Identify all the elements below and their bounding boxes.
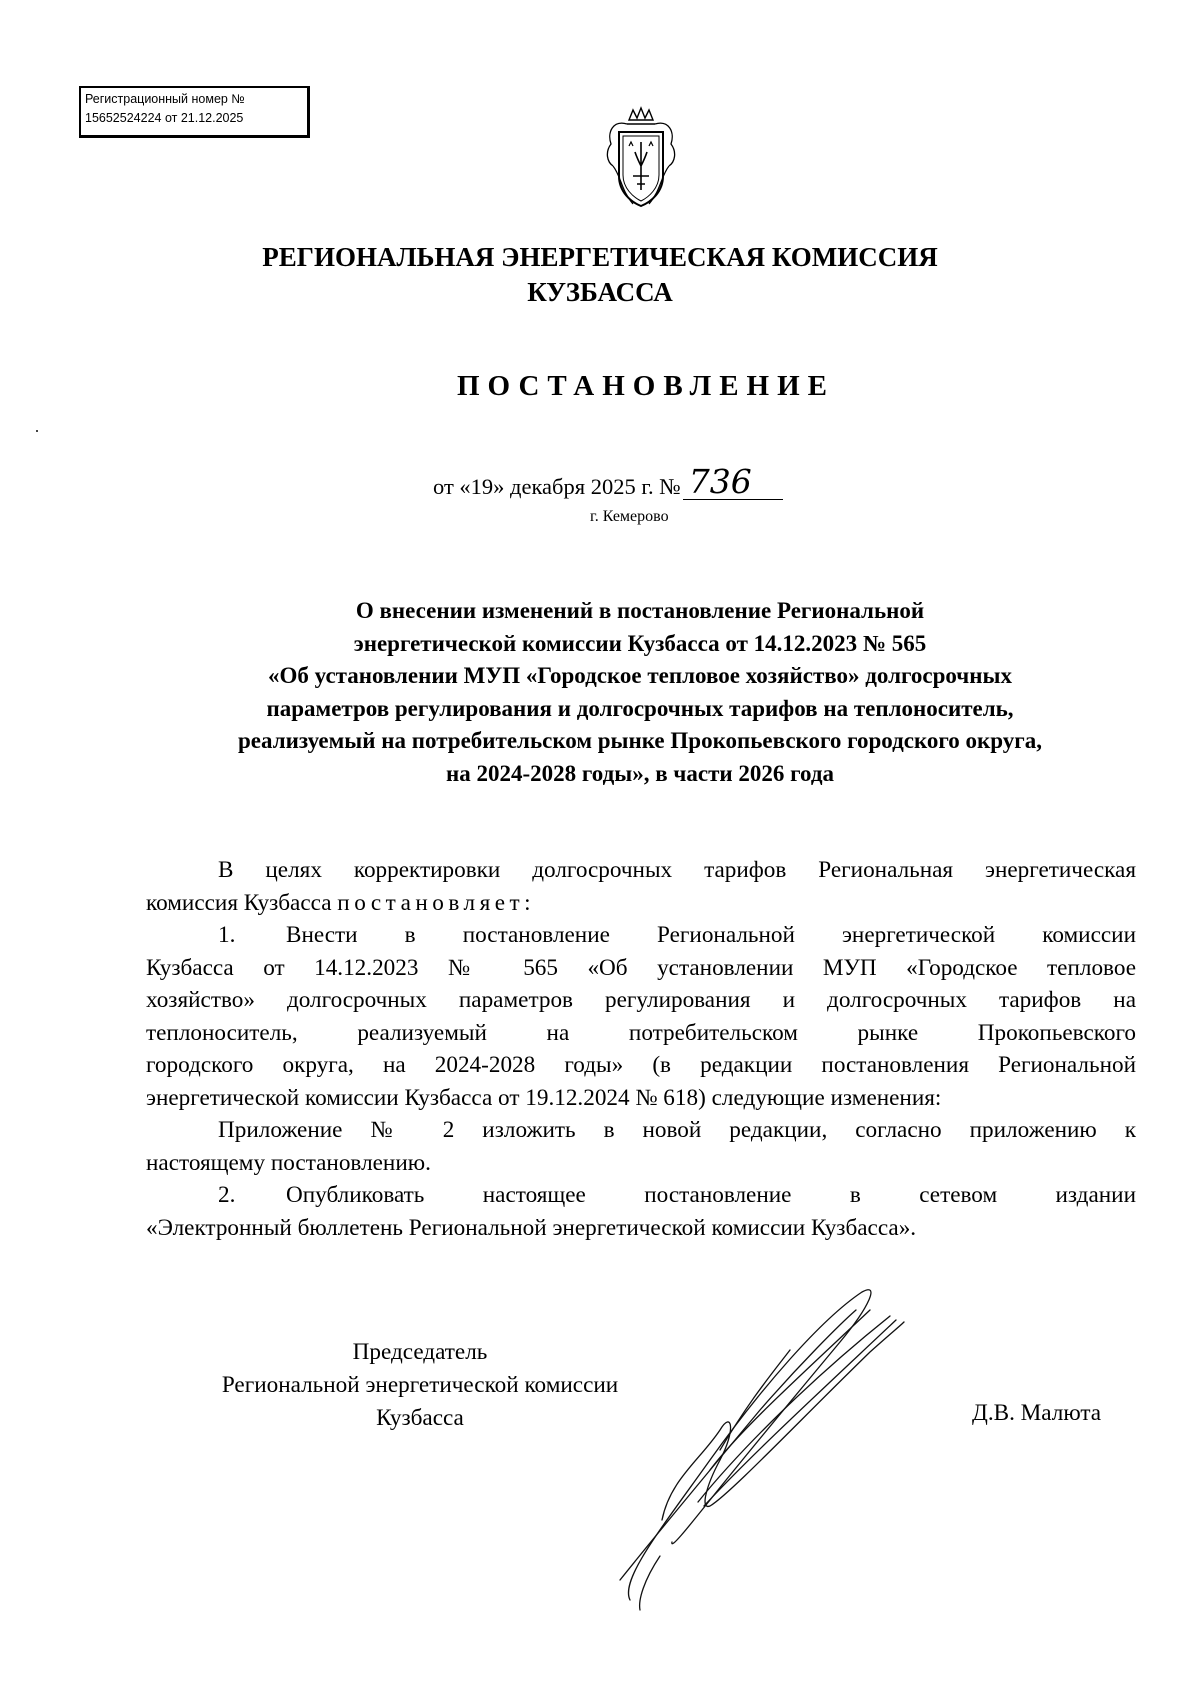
paragraph-1-line: энергетической комиссии Кузбасса от 19.12.2024 № 618) следующие изменения:: [146, 1084, 942, 1111]
subject-line: реализуемый на потребительском рынке Прокопьевского городского округа,: [238, 728, 1042, 753]
paragraph-2-line: «Электронный бюллетень Региональной энергетической комиссии Кузбасса».: [146, 1214, 917, 1241]
subject-line: параметров регулирования и долгосрочных тарифов на теплоноситель,: [266, 695, 1014, 721]
paragraph-2-number: 2.: [218, 1182, 236, 1208]
paragraph-2-text: Опубликовать настоящее постановление в сетевом издании: [286, 1182, 1136, 1208]
kuzbass-coat-of-arms-icon: [603, 106, 679, 212]
document-type-title: ПОСТАНОВЛЕНИЕ: [456, 370, 835, 402]
subject-line: энергетической комиссии Кузбасса от 14.12.2023 № 565: [353, 630, 927, 656]
subject-line: «Об установлении МУП «Городское тепловое хозяйство» долгосрочных: [268, 663, 1012, 688]
paragraph-1-line: [146, 919, 1136, 952]
body-intro-line: В целях корректировки долгосрочных тарифов Региональная энергетическая: [218, 857, 1136, 883]
handwritten-signature: [600, 1280, 980, 1620]
signatory-title-line: Региональной энергетической комиссии: [221, 1372, 619, 1398]
body-intro-line: [146, 887, 1136, 920]
paragraph-1-line: хозяйство» долгосрочных параметров регулирования и долгосрочных тарифов на: [146, 987, 1136, 1013]
document-body: [146, 854, 1136, 1244]
subject-line: на 2024-2028 годы», в части 2026 года: [446, 760, 834, 786]
paragraph-1-line: городского округа, на 2024-2028 годы» (в редакции постановления Региональной: [146, 1052, 1136, 1078]
document-city: г. Кемерово: [590, 508, 669, 525]
signatory-title-line: Председатель: [352, 1339, 488, 1365]
subject-line: О внесении изменений в постановление Региональной: [355, 598, 925, 623]
organization-line-1: РЕГИОНАЛЬНАЯ ЭНЕРГЕТИЧЕСКАЯ КОМИССИЯ: [262, 242, 938, 272]
document-number-handwritten: 736: [688, 462, 752, 501]
paragraph-1b-line: настоящему постановлению.: [146, 1149, 431, 1176]
body-intro-text: комиссия Кузбасса: [146, 889, 332, 916]
registration-number: 15652524224 от 21.12.2025: [85, 111, 244, 125]
paragraph-2-line: [146, 1179, 1136, 1212]
document-date: от «19» декабря 2025 г. №: [433, 474, 681, 499]
paragraph-1-line: Кузбасса от 14.12.2023 № 565 «Об установлении МУП «Городское тепловое: [146, 954, 1136, 981]
paragraph-1b-line: Приложение № 2 изложить в новой редакции, согласно приложению к: [218, 1117, 1136, 1143]
registration-stamp: [79, 86, 310, 138]
paragraph-1-text: Внести в постановление Региональной энергетической комиссии: [286, 922, 1136, 948]
signatory-title-line: Кузбасса: [376, 1405, 464, 1431]
document-dateline: [433, 462, 783, 501]
registration-label: Регистрационный номер №: [85, 92, 245, 106]
paragraph-1-number: 1.: [218, 922, 236, 948]
organization-line-2: КУЗБАССА: [527, 277, 673, 307]
document-number-field: [683, 462, 783, 501]
signer-name: Д.В. Малюта: [972, 1400, 1102, 1426]
scan-speck: [36, 430, 38, 432]
document-subject: [130, 595, 1150, 790]
body-intro-verb: постановляет:: [337, 889, 536, 916]
paragraph-1-line: теплоноситель, реализуемый на потребительском рынке Прокопьевского: [146, 1019, 1136, 1046]
organization-name: [0, 240, 1200, 310]
